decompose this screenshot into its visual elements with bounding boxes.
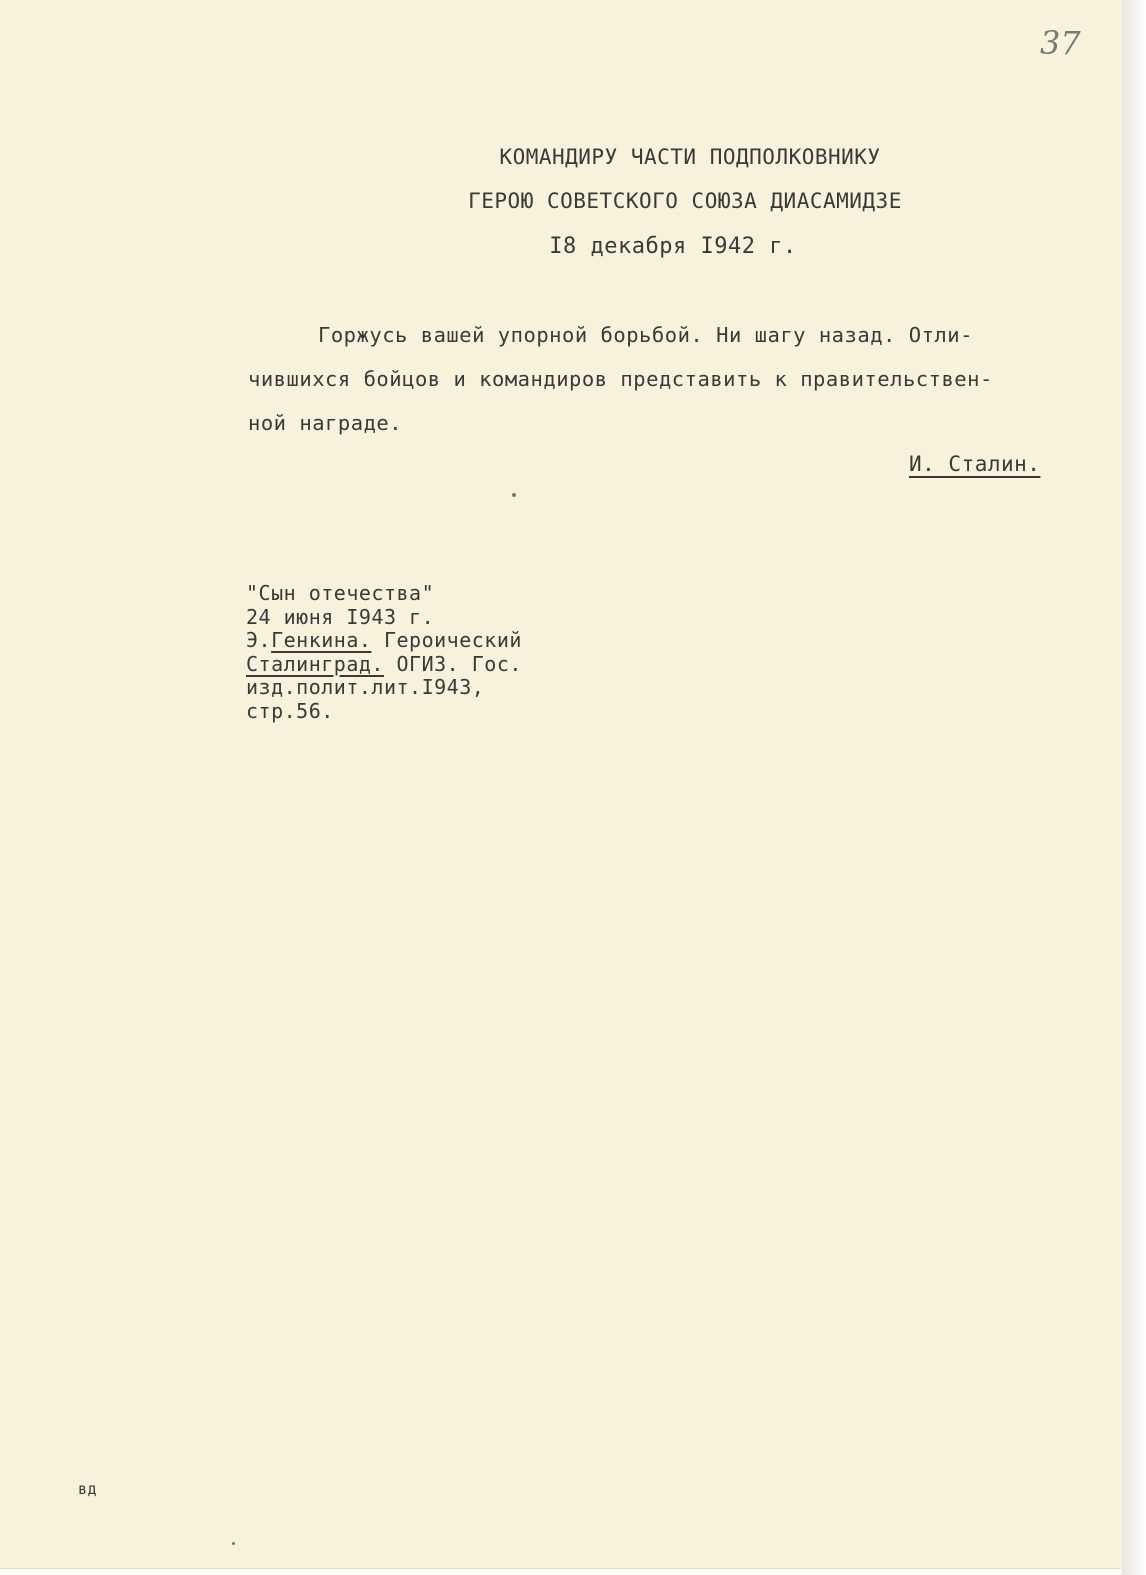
source-line: "Сын отечества" xyxy=(246,581,435,605)
source-citation xyxy=(246,582,522,723)
body-text-line: чившихся бойцов и командиров представить к правительствен- xyxy=(248,367,993,391)
typist-mark: вд xyxy=(78,1480,98,1498)
source-title: Сталинград. xyxy=(246,651,384,676)
page-edge-shadow xyxy=(1122,0,1146,1575)
signature: И. Сталин. xyxy=(909,452,1041,476)
paper-speck xyxy=(232,1542,235,1545)
document-date: I8 декабря I942 г. xyxy=(549,234,797,259)
source-line: 24 июня I943 г. xyxy=(246,604,435,629)
source-text: ОГИЗ. Гос. xyxy=(383,651,522,676)
source-line xyxy=(246,629,522,653)
source-author: Генкина. xyxy=(271,628,372,652)
paper-speck xyxy=(512,493,516,497)
body-text-line: ной награде. xyxy=(248,411,403,435)
page-number: 37 xyxy=(1040,24,1081,62)
addressee-title-line: ГЕРОЮ СОВЕТСКОГО СОЮЗА ДИАСАМИДЗЕ xyxy=(468,189,902,213)
addressee-line: КОМАНДИРУ ЧАСТИ ПОДПОЛКОВНИКУ xyxy=(499,145,881,169)
body-text-line: Горжусь вашей упорной борьбой. Ни шагу назад. Отли- xyxy=(318,323,973,347)
source-line: стр.56. xyxy=(246,698,334,723)
source-line: изд.полит.лит.I943, xyxy=(246,675,485,699)
source-text: Э. xyxy=(246,628,272,652)
source-text: Героический xyxy=(371,628,522,652)
source-line xyxy=(246,653,522,677)
